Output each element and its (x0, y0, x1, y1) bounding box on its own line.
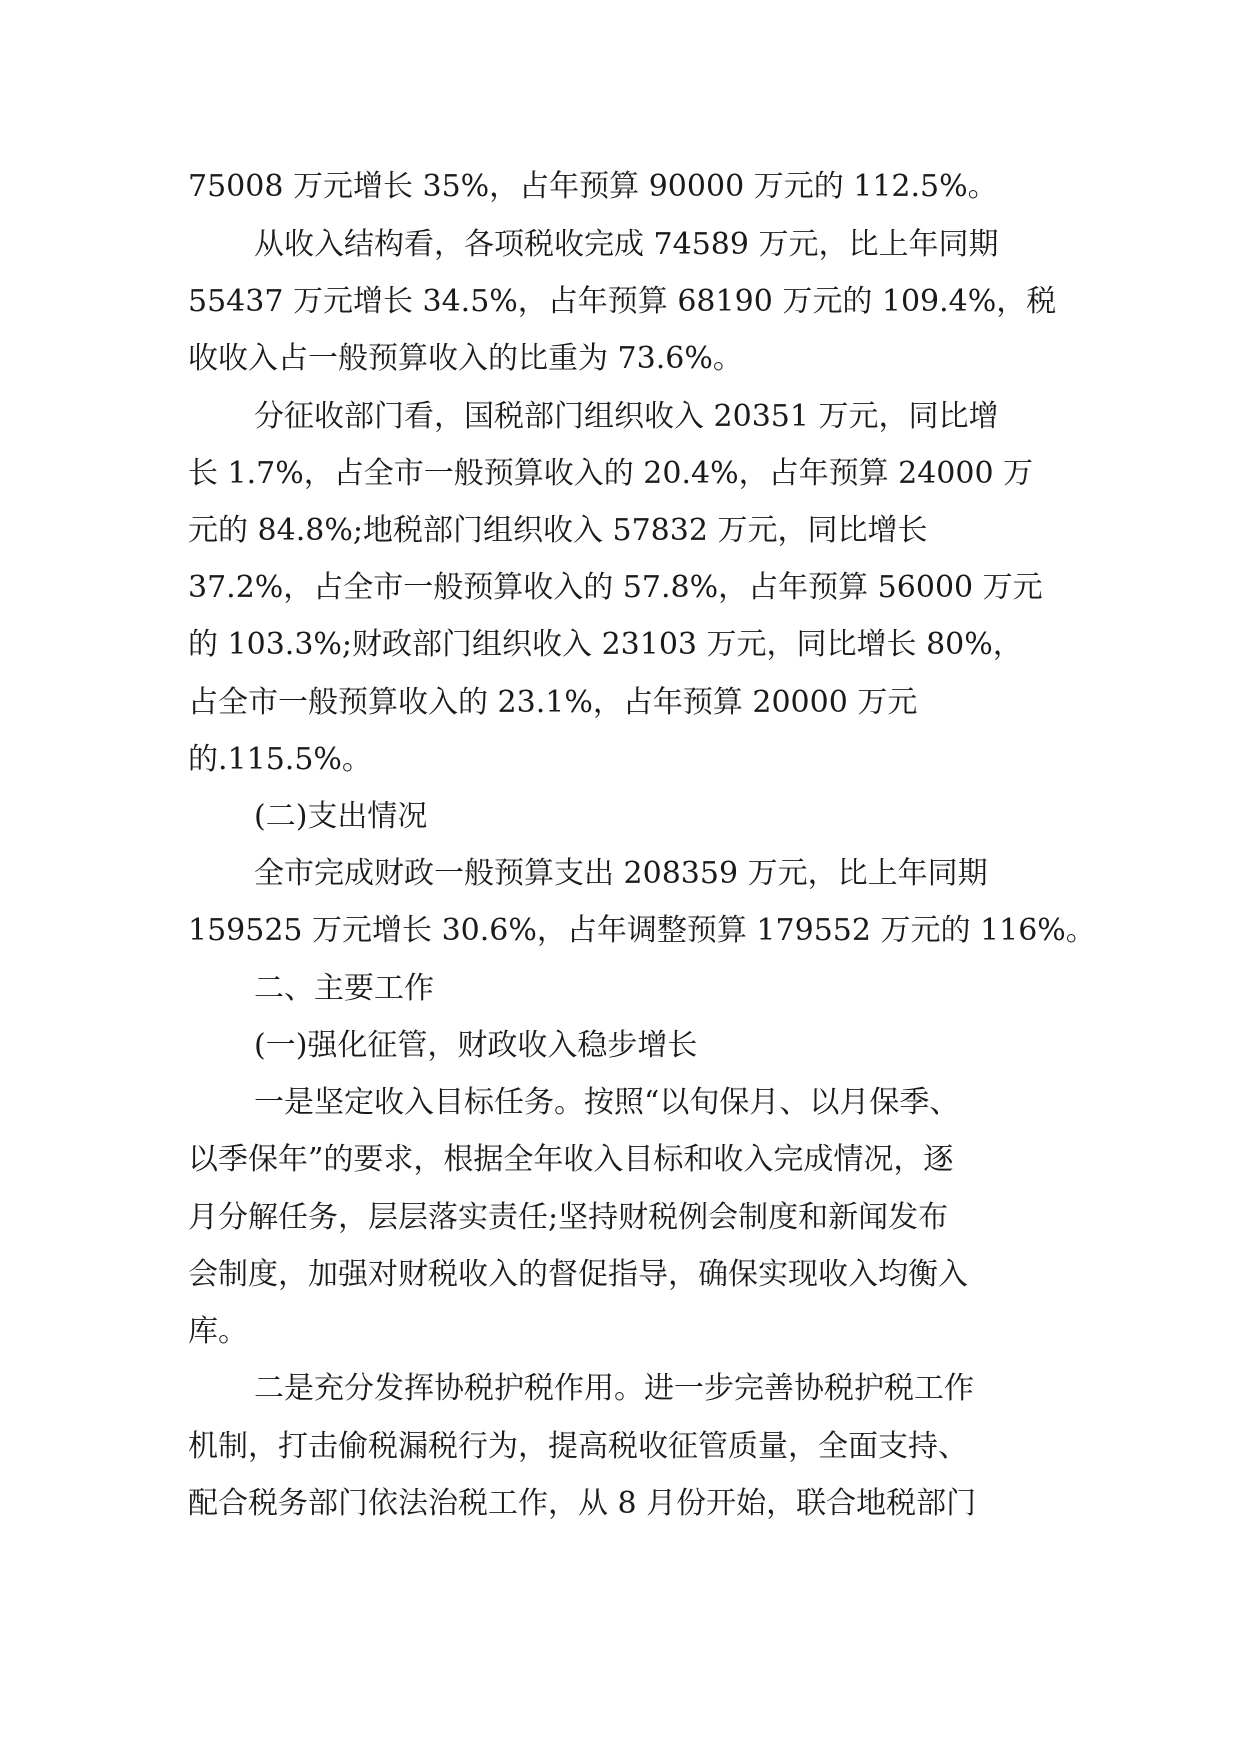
text-line: 159525 万元增长 30.6%，占年调整预算 179552 万元的 116%。 (188, 913, 1096, 948)
text-line: 全市完成财政一般预算支出 208359 万元，比上年同期 (254, 856, 988, 891)
text-line: 55437 万元增长 34.5%，占年预算 68190 万元的 109.4%，税 (188, 284, 1057, 319)
text-line: 37.2%，占全市一般预算收入的 57.8%，占年预算 56000 万元 (188, 570, 1043, 605)
section-heading: (一)强化征管，财政收入稳步增长 (254, 1028, 698, 1063)
text-line: 75008 万元增长 35%，占年预算 90000 万元的 112.5%。 (188, 169, 998, 204)
text-line: 配合税务部门依法治税工作，从 8 月份开始，联合地税部门 (188, 1486, 977, 1521)
text-line: 一是坚定收入目标任务。按照“以旬保月、以月保季、 (254, 1085, 960, 1120)
text-line: 的 103.3%;财政部门组织收入 23103 万元，同比增长 80%， (188, 627, 1023, 662)
text-line: 的.115.5%。 (188, 742, 372, 777)
section-heading: 二、主要工作 (254, 971, 434, 1006)
section-heading: (二)支出情况 (254, 799, 428, 834)
text-line: 占全市一般预算收入的 23.1%，占年预算 20000 万元 (188, 685, 918, 720)
text-line: 从收入结构看，各项税收完成 74589 万元，比上年同期 (254, 227, 999, 262)
text-line: 以季保年”的要求，根据全年收入目标和收入完成情况，逐 (188, 1142, 954, 1177)
text-line: 二是充分发挥协税护税作用。进一步完善协税护税工作 (254, 1371, 974, 1406)
text-line: 月分解任务，层层落实责任;坚持财税例会制度和新闻发布 (188, 1200, 949, 1235)
text-line: 会制度，加强对财税收入的督促指导，确保实现收入均衡入 (188, 1257, 968, 1292)
text-line: 分征收部门看，国税部门组织收入 20351 万元，同比增 (254, 399, 999, 434)
text-line: 库。 (188, 1314, 248, 1349)
text-line: 长 1.7%，占全市一般预算收入的 20.4%，占年预算 24000 万 (188, 456, 1034, 491)
text-line: 收收入占一般预算收入的比重为 73.6%。 (188, 341, 743, 376)
text-line: 机制，打击偷税漏税行为，提高税收征管质量，全面支持、 (188, 1429, 968, 1464)
text-line: 元的 84.8%;地税部门组织收入 57832 万元，同比增长 (188, 513, 928, 548)
